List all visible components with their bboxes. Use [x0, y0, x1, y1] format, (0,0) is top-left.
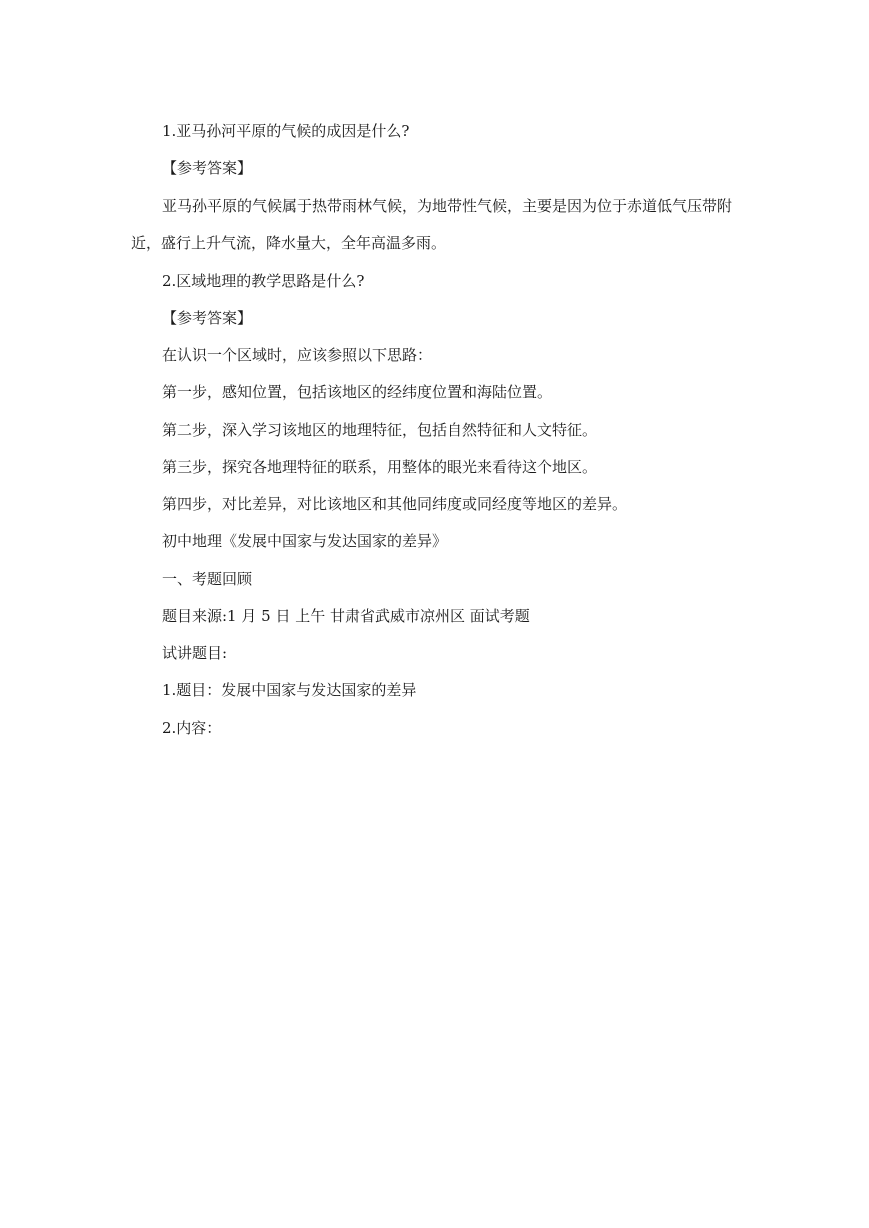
lesson-title: 初中地理《发展中国家与发达国家的差异》 — [162, 532, 448, 550]
answer-1-line-2: 近，盛行上升气流，降水量大，全年高温多雨。 — [131, 234, 447, 252]
answer-label-1: 【参考答案】 — [162, 159, 253, 177]
question-source: 题目来源:1 月 5 日 上午 甘肃省武威市凉州区 面试考题 — [162, 607, 530, 625]
trial-topic-label: 试讲题目: — [162, 644, 228, 662]
question-1: 1.亚马孙河平原的气候的成因是什么? — [162, 122, 410, 140]
topic-item: 1.题目：发展中国家与发达国家的差异 — [162, 681, 417, 699]
question-2: 2.区域地理的教学思路是什么? — [162, 272, 365, 290]
answer-label-2: 【参考答案】 — [162, 309, 253, 327]
section-heading: 一、考题回顾 — [162, 570, 253, 588]
step-4: 第四步，对比差异，对比该地区和其他同纬度或同经度等地区的差异。 — [162, 495, 628, 513]
answer-1-line-1: 亚马孙平原的气候属于热带雨林气候，为地带性气候，主要是因为位于赤道低气压带附 — [162, 197, 733, 215]
step-1: 第一步，感知位置，包括该地区的经纬度位置和海陆位置。 — [162, 383, 553, 401]
content-item: 2.内容： — [162, 719, 222, 737]
step-3: 第三步，探究各地理特征的联系，用整体的眼光来看待这个地区。 — [162, 458, 598, 476]
answer-2-intro: 在认识一个区域时，应该参照以下思路： — [162, 346, 433, 364]
step-2: 第二步，深入学习该地区的地理特征，包括自然特征和人文特征。 — [162, 421, 598, 439]
